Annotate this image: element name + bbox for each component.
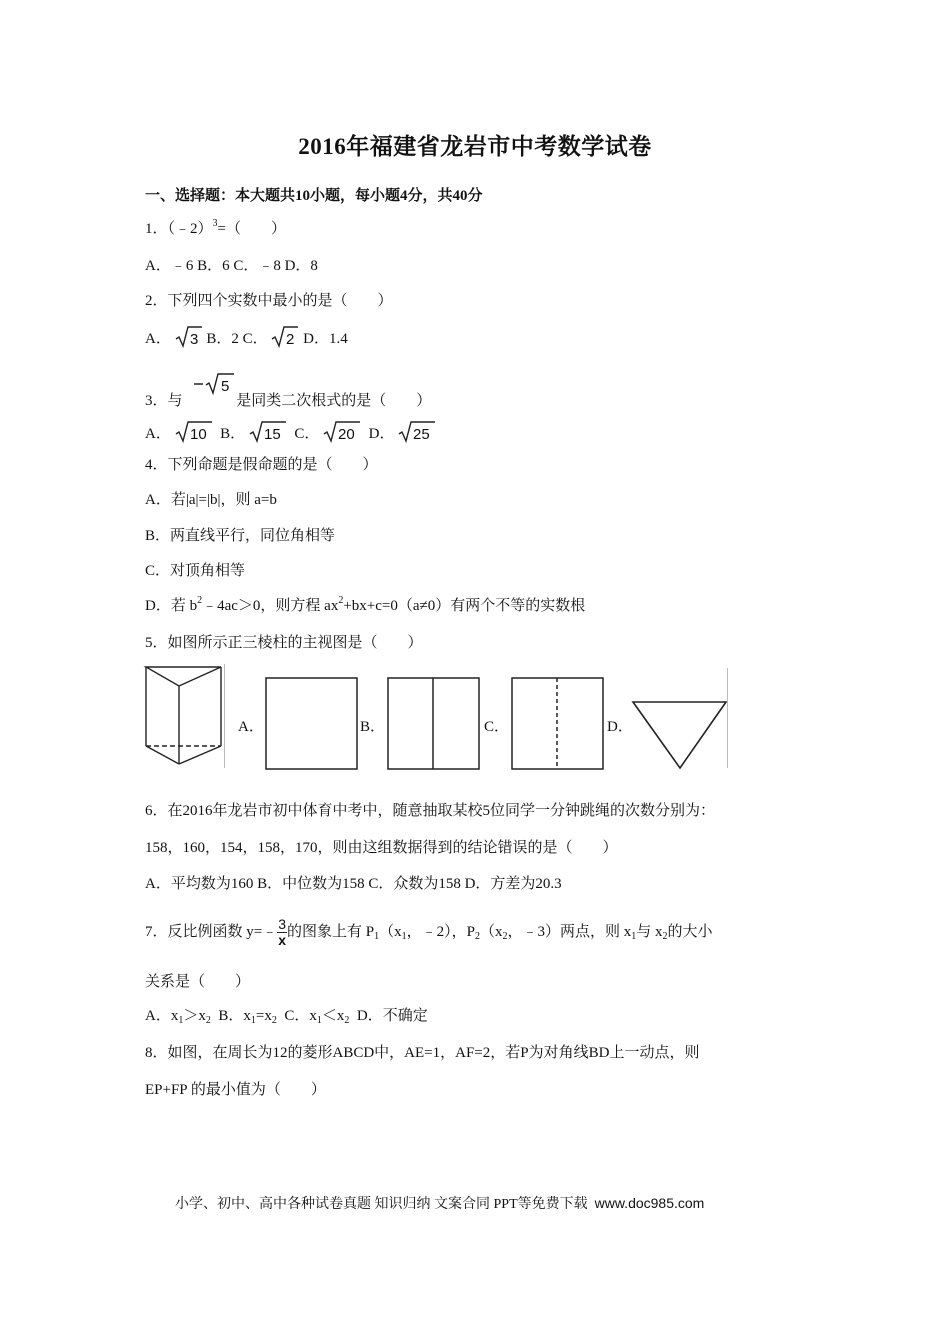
footer-text: 小学、初中、高中各种试卷真题 知识归纳 文案合同 PPT等免费下载 <box>175 1197 588 1212</box>
q1-exponent: 3 <box>212 218 218 229</box>
q3-label-d: D． <box>368 426 395 442</box>
q6-options: A．平均数为160 B．中位数为158 C．众数为158 D．方差为20.3 <box>145 876 562 892</box>
q7-sub: 1 <box>401 931 407 942</box>
page-footer <box>175 1193 704 1213</box>
q8-stem-line1: 8．如图，在周长为12的菱形ABCD中，AE=1，AF=2，若P为对角线BD上一动点，则 <box>145 1045 700 1061</box>
sqrt-icon <box>398 420 436 444</box>
q3-pre: 3．与 <box>145 393 183 409</box>
q1-options: A．﹣6 B．6 C．﹣8 D．8 <box>145 258 318 274</box>
q4-d-tail: +bx+c=0（a≠0）有两个不等的实数根 <box>343 598 586 614</box>
q7-sub: 2 <box>474 931 480 942</box>
q2-stem: 2．下列四个实数中最小的是（ ） <box>145 293 393 309</box>
q7-text: 的图象上有 P <box>287 924 375 940</box>
question-1 <box>145 219 286 239</box>
question-3 <box>145 373 431 411</box>
q3-label-c: C． <box>294 426 320 442</box>
divider <box>224 664 225 768</box>
q7-fraction <box>277 917 287 948</box>
q4-d-pre: D．若 b <box>145 598 198 614</box>
q7-text: ＜x <box>321 1008 345 1024</box>
q7-sub: 2 <box>344 1015 350 1026</box>
q7-option-a: A．x <box>145 1008 179 1024</box>
q7-option-b: B．x <box>210 1008 251 1024</box>
q7-text: =x <box>255 1008 272 1024</box>
q4-d-mid: ﹣4ac＞0，则方程 ax <box>202 598 339 614</box>
q7-text: （x <box>379 924 402 940</box>
q7-sub: 2 <box>271 1015 277 1026</box>
q3-rad-neg: 5 <box>221 378 230 395</box>
footer-url[interactable]: www.doc985.com <box>594 1195 705 1211</box>
q7-sub: 1 <box>250 1015 256 1026</box>
q8-stem-line2: EP+FP 的最小值为（ ） <box>145 1082 326 1098</box>
q7-option-c: C．x <box>276 1008 317 1024</box>
q7-sub: 1 <box>316 1015 322 1026</box>
q3-rad-d: 25 <box>413 426 430 443</box>
q5-label-b: B． <box>360 719 386 735</box>
q3-post: 是同类二次根式的是（ ） <box>236 393 432 409</box>
q5-label-d: D． <box>607 719 633 735</box>
q2-option-d-label: D．1.4 <box>303 331 348 347</box>
sqrt-icon <box>323 420 361 444</box>
sqrt-icon <box>175 420 213 444</box>
q7-text: （x <box>479 924 503 940</box>
q3-label-b: B． <box>220 426 246 442</box>
q7-sub: 1 <box>631 931 637 942</box>
divider <box>727 668 728 768</box>
q7-text: ，﹣3）两点，则 x <box>507 924 632 940</box>
q7-sub: 2 <box>662 931 668 942</box>
q7-text: 的大小 <box>667 924 713 940</box>
q2-option-a-label: A． <box>145 331 171 347</box>
q1-stem: 1．（﹣2） <box>145 221 213 237</box>
q7-option-d: D．不确定 <box>349 1008 428 1024</box>
q7-sub: 1 <box>374 931 380 942</box>
option-d-triangle <box>630 700 730 772</box>
q2-rad-a: 3 <box>189 331 198 348</box>
q4-option-b: B．两直线平行，同位角相等 <box>145 528 336 544</box>
q7-stem-line2: 关系是（ ） <box>145 974 251 990</box>
q2-options <box>145 325 348 349</box>
sqrt-icon <box>271 325 299 349</box>
q6-stem-line2: 158，160，154，158，170，则由这组数据得到的结论错误的是（ ） <box>145 840 618 856</box>
q2-rad-c: 2 <box>286 331 295 348</box>
sqrt-icon <box>175 325 203 349</box>
q3-label-a: A． <box>145 426 171 442</box>
q4-option-a: A．若|a|=|b|，则 a=b <box>145 492 277 508</box>
q7-text: ，﹣2），P <box>406 924 475 940</box>
q7-text: ＞x <box>183 1008 206 1024</box>
q1-stem-tail: =（ ） <box>217 221 286 237</box>
q4-option-c: C．对顶角相等 <box>145 563 246 579</box>
q7-numerator: 3 <box>278 916 287 933</box>
q2-option-bc-label: B．2 C． <box>206 331 268 347</box>
q4-stem: 4．下列命题是假命题的是（ ） <box>145 457 378 473</box>
q5-label-a: A． <box>238 719 264 735</box>
option-c-rectangle <box>511 677 605 771</box>
option-a-square <box>265 677 359 771</box>
q7-denominator: x <box>278 932 287 949</box>
q7-sub: 1 <box>178 1015 184 1026</box>
question-7 <box>145 912 713 952</box>
q5-stem: 5．如图所示正三棱柱的主视图是（ ） <box>145 635 423 651</box>
q5-label-c: C． <box>484 719 510 735</box>
q3-options <box>145 420 436 444</box>
q4-d-exp1: 2 <box>197 595 203 606</box>
q7-text: 与 x <box>636 924 663 940</box>
q3-rad-c: 20 <box>338 426 355 443</box>
q7-sub: 2 <box>205 1015 211 1026</box>
neg-sqrt-icon <box>186 373 236 407</box>
q3-rad-a: 10 <box>189 426 207 443</box>
sqrt-icon <box>249 420 287 444</box>
q6-stem-line1: 6．在2016年龙岩市初中体育中考中，随意抽取某校5位同学一分钟跳绳的次数分别为： <box>145 803 716 819</box>
q3-rad-b: 15 <box>263 426 281 443</box>
section-heading: 一、选择题：本大题共10小题，每小题4分，共40分 <box>145 188 483 204</box>
page-title: 2016年福建省龙岩市中考数学试卷 <box>298 134 652 159</box>
q4-option-d <box>145 596 585 616</box>
prism-figure <box>143 664 225 770</box>
q7-options <box>145 1006 428 1026</box>
option-b-rectangle <box>387 677 481 771</box>
q7-pre: 7．反比例函数 y=﹣ <box>145 924 278 940</box>
q7-sub: 2 <box>502 931 508 942</box>
q4-d-exp2: 2 <box>338 595 344 606</box>
